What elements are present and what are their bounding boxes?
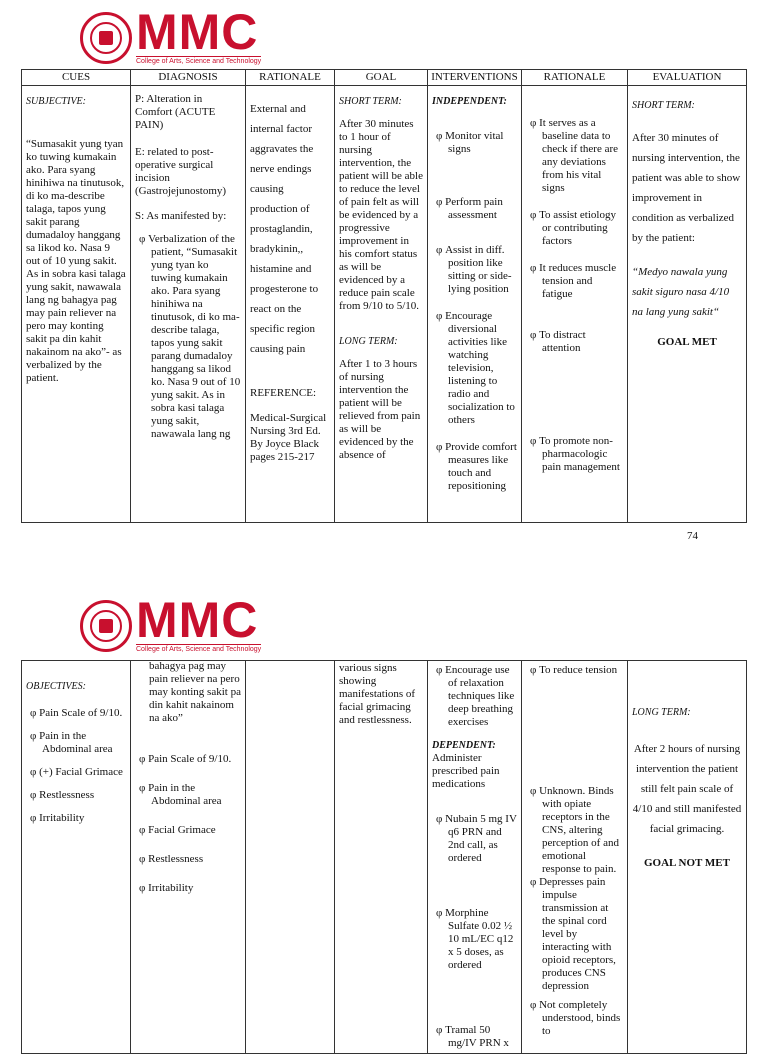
college-seal-icon — [80, 600, 132, 652]
goal-short-text: After 30 minutes to 1 hour of nursing intervention, the patient will be able to reduce the level of pain felt as will be evidenced by a progressive improvement in his comfort status as will be evidenced by a reduce pain scale from 9/10 to 5/10. — [339, 118, 423, 312]
objective-item: φ Pain Scale of 9/10. — [26, 707, 126, 720]
care-plan-table-page-2 — [21, 660, 747, 1054]
rationale-cell — [246, 86, 335, 523]
diagnosis-bullet: φ Verbalization of the patient, “Sumasakit yung tyan ko tuwing kumakain ako. Para syang hinihiwa na tinutusok, di ko ma-describe talaga, tapos yung sakit parang dumadaloy hanggang sa likod ko. Nasa 9 out of 10 yung sakit. As in sobra kasi talaga yung sakit, nawawala lang ng — [135, 233, 241, 441]
objectives-cell — [22, 661, 131, 1054]
logo-name: MMC — [136, 4, 259, 60]
diagnosis-item: φ Pain Scale of 9/10. — [135, 753, 241, 766]
goal-cont-cell — [335, 661, 428, 1054]
dependent-text: Administer prescribed pain medications — [432, 752, 500, 790]
medication-item: φ Tramal 50 mg/IV PRN x — [432, 1024, 517, 1050]
logo-name: MMC — [136, 592, 259, 648]
rationale-item: φ Depresses pain impulse transmission at the spinal cord level by interacting with opioid receptors, produces CNS depression — [526, 876, 623, 993]
medication-item: φ Nubain 5 mg IV q6 PRN and 2nd call, as ordered — [432, 813, 517, 865]
interventions-cont-cell — [428, 661, 522, 1054]
rationale-item: φ It reduces muscle tension and fatigue — [526, 262, 623, 301]
subjective-quote: “Sumasakit yung tyan ko tuwing kumakain ako. Para syang hinihiwa na tinutusok, di ko ma-describe talaga, tapos yung sakit parang dumadaloy hanggang sa likod ko. Nasa 9 out of 10 yung sakit. As in sobra kasi talaga yung sakit, nawawala lang ng bahagya pag may pain reliever na pero may konting sakit pa din kahit nakainom na ako”- as verbalized by the patient. — [26, 138, 126, 384]
diagnosis-problem: P: Alteration in Comfort (ACUTE PAIN) — [135, 93, 216, 131]
intervention-item: φ Perform pain assessment — [432, 196, 517, 222]
logo-tagline: College of Arts, Science and Technology — [136, 58, 262, 65]
diagnosis-item: φ Facial Grimace — [135, 824, 241, 837]
intervention-item: φ Provide comfort measures like touch and repositioning — [432, 441, 517, 493]
rationale-2-cont-cell — [522, 661, 628, 1054]
goal-short-label: SHORT TERM: — [339, 96, 402, 107]
header-rationale-2: RATIONALE — [522, 70, 628, 86]
interventions-cell — [428, 86, 522, 523]
header-goal: GOAL — [335, 70, 428, 86]
diagnosis-continuation: bahagya pag may pain reliever na pero may konting sakit pa din kahit nakainom na ako” — [149, 660, 241, 724]
rationale-item: φ To assist etiology or contributing factors — [526, 209, 623, 248]
header-diagnosis: DIAGNOSIS — [131, 70, 246, 86]
logo-tagline: College of Arts, Science and Technology — [136, 646, 262, 653]
goal-not-met-result: GOAL NOT MET — [644, 857, 730, 869]
college-logo — [80, 592, 262, 653]
header-rationale: RATIONALE — [246, 70, 335, 86]
objective-item: φ Irritability — [26, 812, 126, 825]
intervention-item: φ Assist in diff. position like sitting or side-lying position — [432, 244, 517, 296]
diagnosis-etiology: E: related to post-operative surgical incision (Gastrojejunostomy) — [135, 146, 227, 197]
rationale-item: φ To distract attention — [526, 329, 623, 355]
reference-text: Medical-Surgical Nursing 3rd Ed. By Joyce Black pages 215-217 — [250, 412, 327, 463]
evaluation-quote: “Medyo nawala yung sakit siguro nasa 4/10 na lang yung sakit“ — [632, 266, 730, 318]
objective-item: φ (+) Facial Grimace — [26, 766, 126, 779]
care-plan-table-page-1 — [21, 69, 747, 523]
medication-item: φ Morphine Sulfate 0.02 ½ 10 mL/EC q12 x 5 doses, as ordered — [432, 907, 517, 972]
diagnosis-cont-cell — [131, 661, 246, 1054]
header-cues: CUES — [22, 70, 131, 86]
diagnosis-item: φ Irritability — [135, 882, 241, 895]
objectives-label: OBJECTIVES: — [26, 681, 86, 692]
objective-item: φ Pain in the Abdominal area — [26, 730, 126, 756]
evaluation-long-label: LONG TERM: — [632, 707, 691, 718]
subjective-label: SUBJECTIVE: — [26, 96, 86, 107]
diagnosis-signs: S: As manifested by: — [135, 210, 227, 222]
rationale-item: φ Not completely understood, binds to — [526, 999, 623, 1038]
rationale-item: φ To promote non-pharmacologic pain management — [526, 435, 623, 474]
evaluation-cont-cell — [628, 661, 747, 1054]
intervention-item: φ Encourage use of relaxation techniques like deep breathing exercises — [432, 664, 517, 729]
rationale-cont-cell — [246, 661, 335, 1054]
rationale-item: φ To reduce tension — [526, 664, 623, 677]
independent-label: INDEPENDENT: — [432, 96, 507, 107]
diagnosis-item: φ Pain in the Abdominal area — [135, 782, 241, 808]
college-seal-icon — [80, 12, 132, 64]
rationale-text: External and internal factor aggravates the nerve endings causing production of prostaglandin, bradykinin,, histamine and progesterone to react on the specific region causing pain — [250, 103, 319, 355]
goal-long-label: LONG TERM: — [339, 336, 398, 347]
intervention-item: φ Encourage diversional activities like watching television, listening to radio and socialization to others — [432, 310, 517, 427]
evaluation-cell — [628, 86, 747, 523]
goal-long-text: After 1 to 3 hours of nursing intervention the patient will be relieved from pain as will be evidenced by the absence of — [339, 358, 421, 461]
rationale-item: φ Unknown. Binds with opiate receptors in the CNS, altering perception of and emotional response to pain. — [526, 785, 623, 876]
header-evaluation: EVALUATION — [628, 70, 747, 86]
diagnosis-cell — [131, 86, 246, 523]
goal-continuation: various signs showing manifestations of facial grimacing and restlessness. — [339, 662, 416, 726]
intervention-item: φ Monitor vital signs — [432, 130, 517, 156]
rationale-item: φ It serves as a baseline data to check if there are any deviations from his vital signs — [526, 117, 623, 195]
evaluation-text: After 30 minutes of nursing intervention, the patient was able to show improvement in condition as verbalized by the patient: — [632, 132, 741, 244]
goal-cell — [335, 86, 428, 523]
evaluation-short-label: SHORT TERM: — [632, 100, 695, 111]
dependent-label: DEPENDENT: — [432, 740, 496, 751]
goal-met-result: GOAL MET — [657, 336, 717, 348]
diagnosis-item: φ Restlessness — [135, 853, 241, 866]
cues-cell — [22, 86, 131, 523]
page-number: 74 — [687, 530, 698, 542]
reference-label: REFERENCE: — [250, 387, 317, 399]
evaluation-long-text: After 2 hours of nursing intervention the patient still felt pain scale of 4/10 and still manifested facial grimacing. — [632, 743, 742, 835]
objective-item: φ Restlessness — [26, 789, 126, 802]
rationale-2-cell — [522, 86, 628, 523]
header-interventions: INTERVENTIONS — [428, 70, 522, 86]
college-logo — [80, 4, 262, 65]
